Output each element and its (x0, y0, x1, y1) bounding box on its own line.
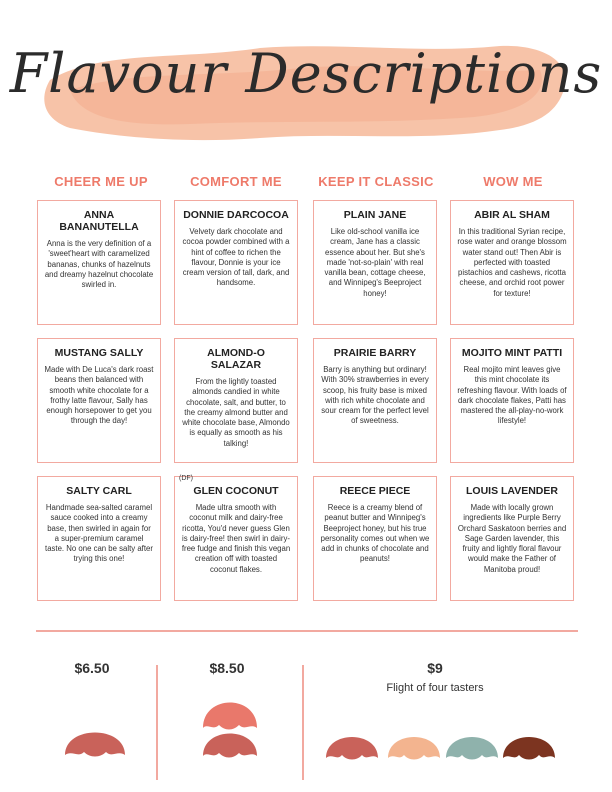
flavour-description: Reece is a creamy blend of peanut butter and Winnipeg's Beeproject honey, but his true personality comes out when we add in chunks of chocolate and peanuts! (320, 503, 430, 564)
flavour-name: DONNIE DARCOCOA (183, 209, 289, 221)
flavour-card-almond-o-salazar (174, 338, 298, 463)
page-title: Flavour Descriptions (9, 42, 603, 105)
flight-scoop-brown-icon (499, 722, 559, 762)
flavour-description: Velvety dark chocolate and cocoa powder combined with a hint of coffee to richen the flavour, Donnie is your ice cream version of tall, dark, and handsome. (182, 227, 290, 288)
price-flight: $9 (427, 660, 443, 676)
category-comfort-me: COMFORT ME (190, 174, 282, 189)
flavour-description: Like old-school vanilla ice cream, Jane has a classic essence about her. But she's made 'not-so-plain' with real vanilla bean, cottage cheese, and Winnipeg's Beeproject honey! (324, 227, 426, 298)
section-divider (36, 630, 578, 632)
flavour-name: PLAIN JANE (343, 209, 407, 221)
flavour-card-mustang-sally (37, 338, 161, 463)
flavour-name: ALMOND-O SALAZAR (207, 347, 265, 371)
category-wow-me: WOW ME (483, 174, 543, 189)
flavour-card-abir-al-sham (450, 200, 574, 325)
flavour-name: PRAIRIE BARRY (333, 347, 417, 359)
flavour-name: ANNA BANANUTELLA (59, 209, 139, 233)
flight-scoop-peach-icon (384, 722, 444, 762)
flavour-name: ABIR AL SHAM (474, 209, 550, 221)
flavour-name: SALTY CARL (66, 485, 132, 497)
flavour-description: Made with De Luca's dark roast beans then balanced with smooth white chocolate for a frothy latte flavour, Sally has enough horsepower to get you through the day! (44, 365, 154, 426)
category-keep-it-classic: KEEP IT CLASSIC (318, 174, 434, 189)
flavour-description: Real mojito mint leaves give this mint chocolate its refreshing flavour. With loads of dark chocolate flakes, Patti has mastered the all-play-no-work lifestyle! (457, 365, 567, 426)
flavour-description: Made with locally grown ingredients like Purple Berry Orchard Saskatoon berries and Sage Garden lavender, this fruity and lightly floral flavour would make the Father of Manitoba proud! (457, 503, 567, 574)
category-cheer-me-up: CHEER ME UP (54, 174, 148, 189)
flavour-card-plain-jane (313, 200, 437, 325)
flavour-name: MOJITO MINT PATTI (461, 347, 563, 359)
flavour-card-glen-coconut (174, 476, 298, 601)
dairy-free-badge: (DF) (179, 475, 193, 482)
flight-scoop-teal-icon (442, 722, 502, 762)
flavour-description: From the lightly toasted almonds candied in white chocolate, salt, and butter, to the creamy almond butter and white chocolate base, Almondo is equally as smooth as his talking! (182, 377, 290, 448)
pricing-divider (156, 665, 158, 780)
flavour-card-salty-carl (37, 476, 161, 601)
flavour-description: Anna is the very definition of a 'sweet'heart with caramelized bananas, chunks of hazelnuts and dreamy hazelnut chocolate swirled in. (44, 239, 154, 290)
pricing-divider (302, 665, 304, 780)
flight-scoop-red-icon (322, 722, 382, 762)
flavour-name: MUSTANG SALLY (54, 347, 144, 359)
flavour-description: Made ultra smooth with coconut milk and dairy-free ricotta, You'd never guess Glen is dairy-free! then swirl in dairy-free fudge and finish this vegan creation off with toasted coconut flakes. (181, 503, 291, 574)
single-scoop-icon (60, 710, 130, 760)
flavour-name: GLEN COCONUT (193, 485, 279, 497)
flavour-description: Handmade sea-salted caramel sauce cooked into a creamy base, then swirled in again for a super-premium caramel taste. No one can be salty after trying this one! (45, 503, 153, 564)
flavour-name: REECE PIECE (339, 485, 411, 497)
double-scoop-icon (195, 688, 265, 762)
price-double-scoop: $8.50 (209, 660, 245, 676)
flavour-card-anna-bananutella (37, 200, 161, 325)
flight-description: Flight of four tasters (386, 682, 484, 694)
flavour-card-prairie-barry (313, 338, 437, 463)
flavour-card-donnie-darcocoa (174, 200, 298, 325)
header (0, 0, 612, 160)
flavour-description: Barry is anything but ordinary! With 30% strawberries in every scoop, his fruity base is mixed with rich white chocolate and sour cream for the perfect level of sweetness. (321, 365, 429, 426)
flavour-card-reece-piece (313, 476, 437, 601)
price-single-scoop: $6.50 (74, 660, 110, 676)
flavour-description: In this traditional Syrian recipe, rose water and orange blossom water stand out! Then Abir is perfected with toasted pistachios and cashews, ricotta cheese, and orchid root power for texture! (457, 227, 567, 298)
flavour-card-louis-lavender (450, 476, 574, 601)
flavour-name: LOUIS LAVENDER (466, 485, 558, 497)
flavour-card-mojito-mint-patti (450, 338, 574, 463)
